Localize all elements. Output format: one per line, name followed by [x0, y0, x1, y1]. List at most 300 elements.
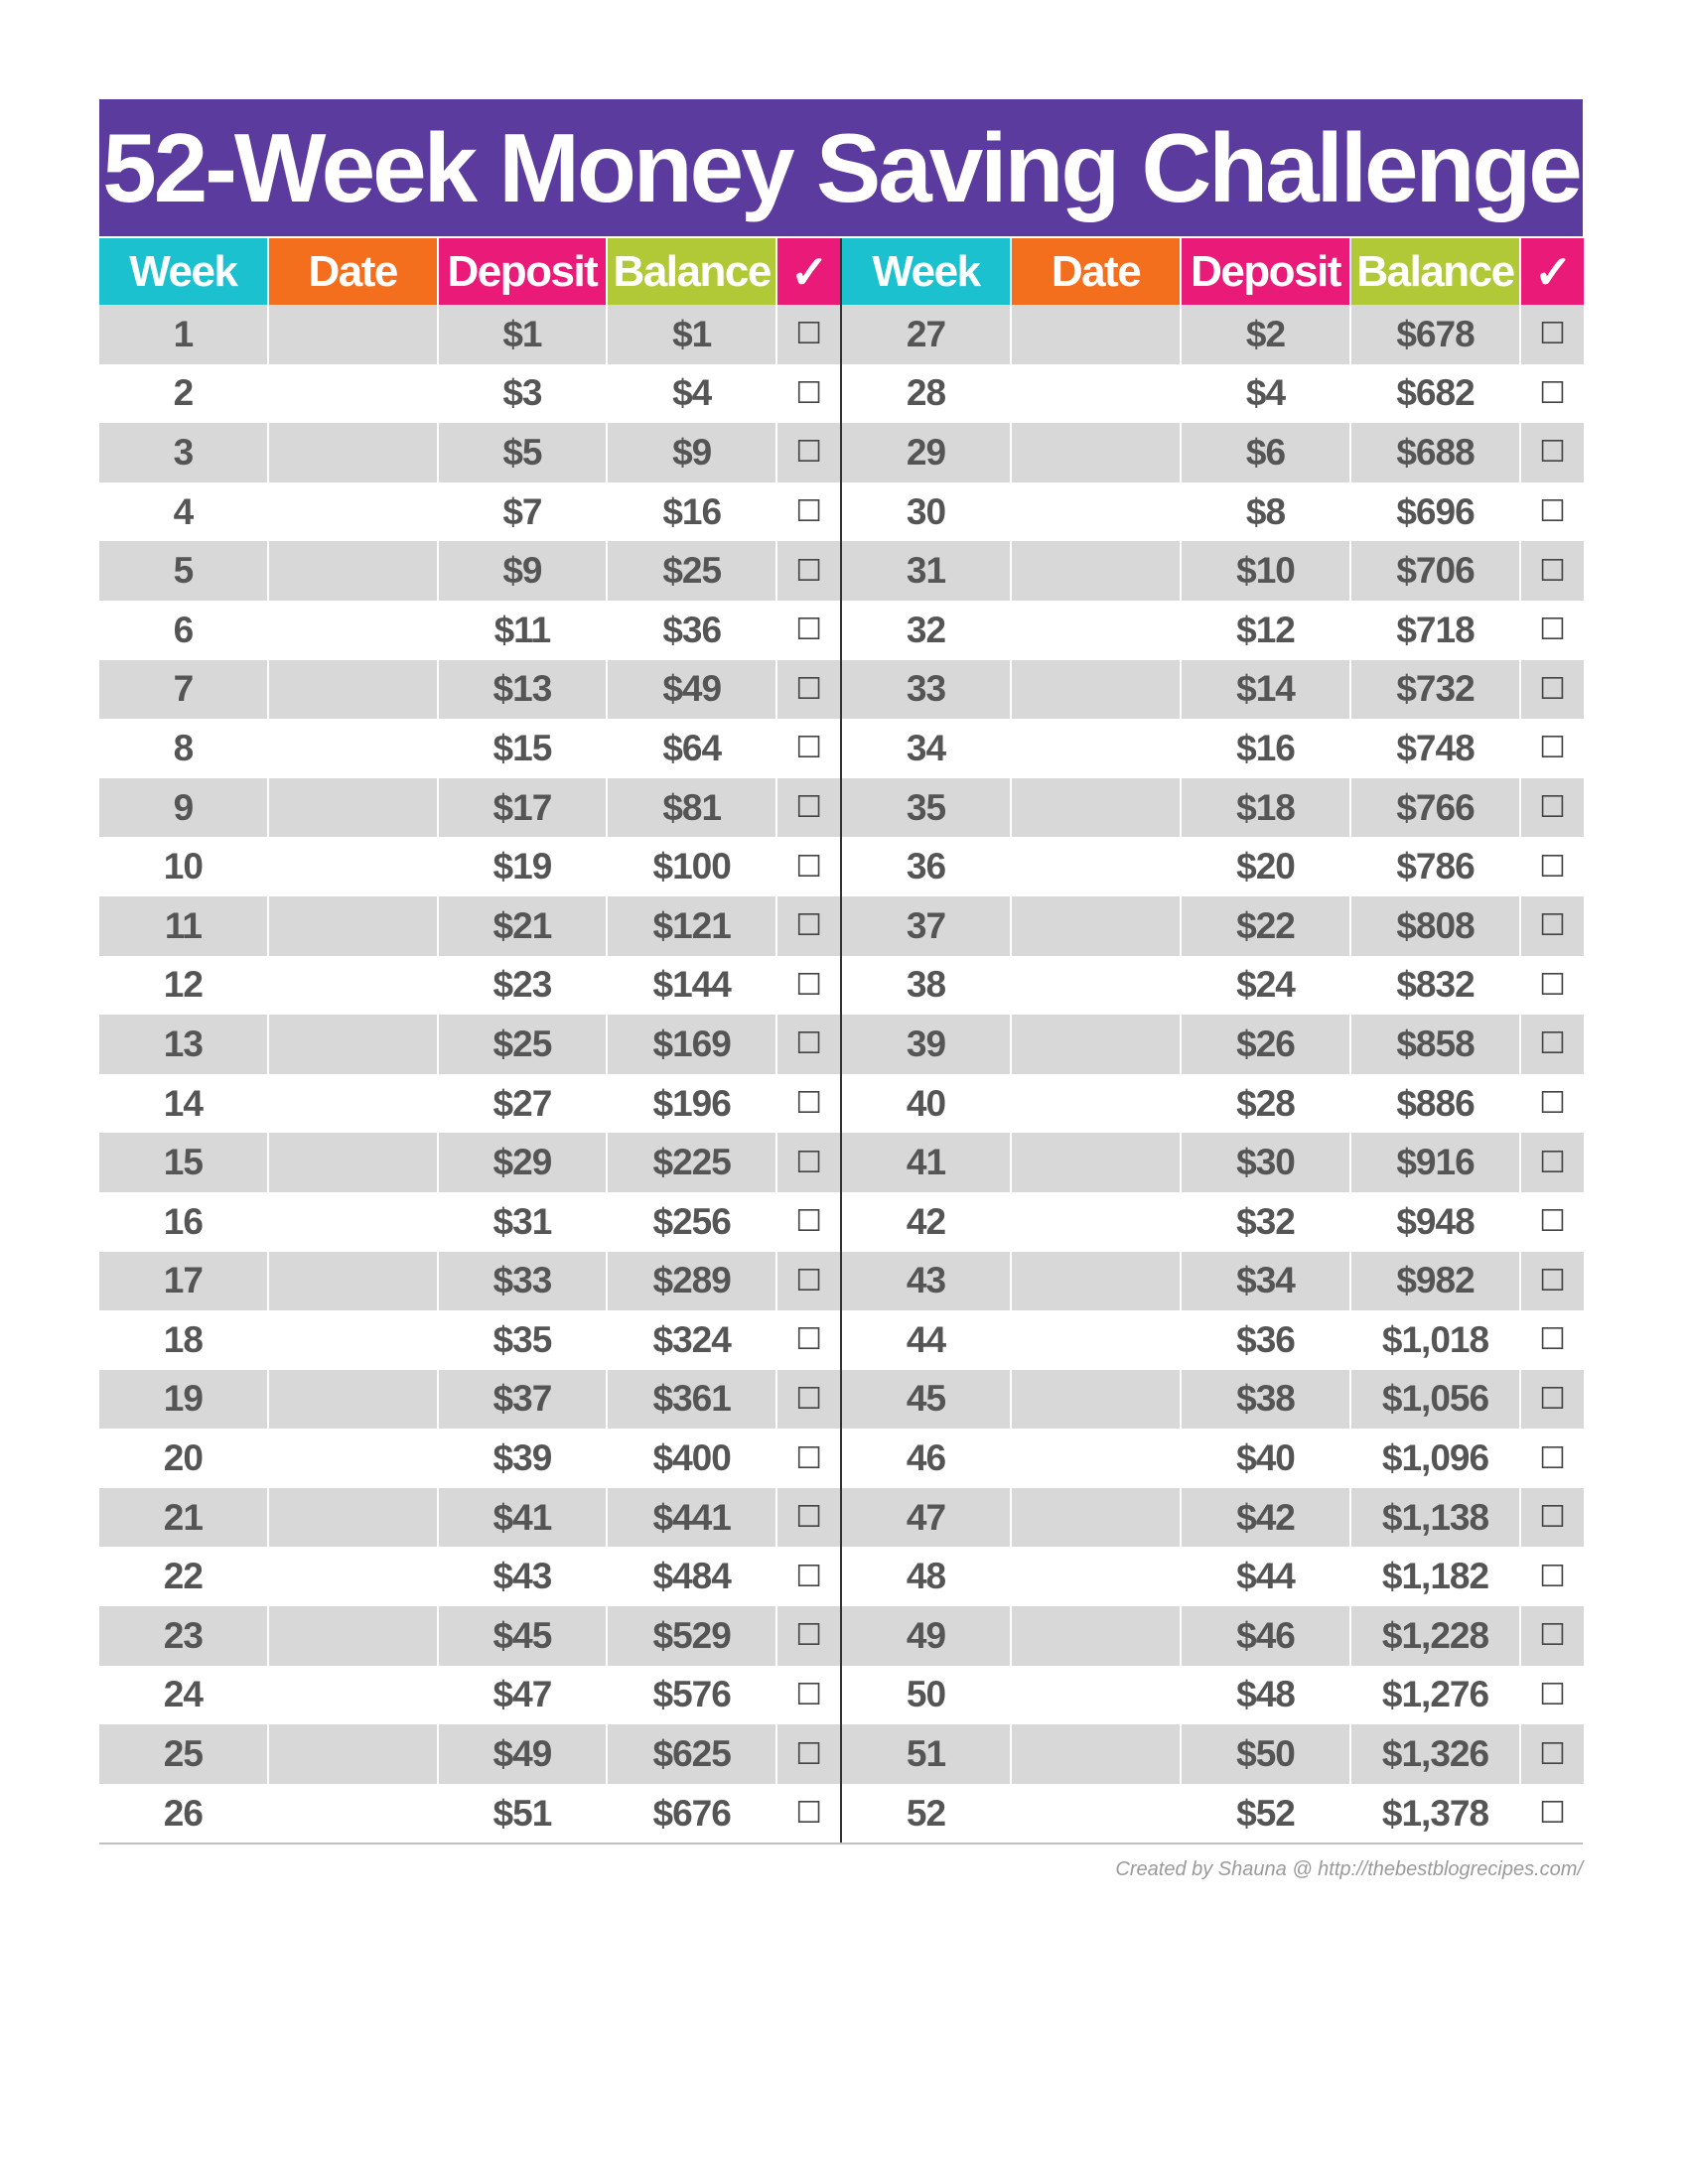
date-cell[interactable]	[1012, 305, 1182, 364]
balance-cell: $696	[1351, 482, 1521, 542]
week-cell: 11	[99, 896, 269, 956]
week-cell: 37	[842, 896, 1012, 956]
table-row	[99, 719, 840, 778]
balance-cell: $748	[1351, 719, 1521, 778]
table-row	[842, 1252, 1584, 1311]
checkbox-icon[interactable]: ☐	[1521, 660, 1584, 720]
checkbox-icon[interactable]: ☐	[1539, 731, 1566, 766]
date-cell[interactable]	[269, 837, 439, 896]
deposit-cell: $30	[1182, 1133, 1351, 1192]
table-row	[842, 423, 1584, 482]
deposit-cell: $19	[439, 837, 609, 896]
deposit-cell: $52	[1182, 1784, 1351, 1843]
deposit-cell: $32	[1182, 1192, 1351, 1252]
balance-cell: $256	[608, 1192, 777, 1252]
week-cell: 26	[99, 1784, 269, 1843]
page-title: 52-Week Money Saving Challenge	[99, 99, 1583, 236]
week-cell: 3	[99, 423, 269, 482]
footer-credit: Created by Shauna @ http://thebestblogrecipes.com/	[1115, 1858, 1583, 1880]
date-cell[interactable]	[1012, 778, 1182, 838]
deposit-cell: $37	[439, 1370, 609, 1430]
date-cell[interactable]	[1012, 1310, 1182, 1370]
savings-table	[99, 238, 1583, 1844]
balance-cell: $25	[608, 541, 777, 601]
checkbox-icon[interactable]: ☐	[1539, 1559, 1566, 1594]
table-header-right	[842, 238, 1584, 305]
date-cell[interactable]	[269, 1666, 439, 1725]
deposit-cell: $29	[439, 1133, 609, 1192]
balance-cell: $1,276	[1351, 1666, 1521, 1725]
week-cell: 50	[842, 1666, 1012, 1725]
balance-cell: $832	[1351, 956, 1521, 1016]
deposit-cell: $2	[1182, 305, 1351, 364]
checkbox-icon[interactable]: ☐	[777, 1488, 840, 1548]
table-row	[99, 1310, 840, 1370]
table-row	[842, 364, 1584, 424]
checkbox-icon[interactable]: ☐	[777, 896, 840, 956]
deposit-cell: $8	[1182, 482, 1351, 542]
checkbox-icon[interactable]: ☐	[1539, 1440, 1566, 1476]
balance-cell: $886	[1351, 1074, 1521, 1134]
deposit-cell: $48	[1182, 1666, 1351, 1725]
table-header-left	[99, 238, 840, 305]
checkbox-icon[interactable]: ☐	[795, 1322, 822, 1358]
table-half-left	[99, 238, 842, 1843]
date-cell[interactable]	[269, 1074, 439, 1134]
date-cell[interactable]	[1012, 660, 1182, 720]
balance-cell: $441	[608, 1488, 777, 1548]
week-cell: 24	[99, 1666, 269, 1725]
deposit-cell: $21	[439, 896, 609, 956]
table-row	[99, 1666, 840, 1725]
deposit-cell: $1	[439, 305, 609, 364]
checkbox-icon[interactable]: ☐	[795, 1677, 822, 1712]
table-row	[842, 1310, 1584, 1370]
table-row	[842, 1724, 1584, 1784]
date-cell[interactable]	[1012, 482, 1182, 542]
checkbox-icon[interactable]: ☐	[777, 423, 840, 482]
deposit-cell: $35	[439, 1310, 609, 1370]
balance-cell: $400	[608, 1429, 777, 1488]
checkbox-icon[interactable]: ☐	[1539, 967, 1566, 1003]
checkbox-icon[interactable]: ☐	[795, 613, 822, 648]
balance-cell: $49	[608, 660, 777, 720]
deposit-cell: $11	[439, 601, 609, 660]
week-cell: 25	[99, 1724, 269, 1784]
deposit-cell: $40	[1182, 1429, 1351, 1488]
deposit-cell: $12	[1182, 601, 1351, 660]
date-cell[interactable]	[269, 423, 439, 482]
date-cell[interactable]	[269, 1488, 439, 1548]
balance-cell: $948	[1351, 1192, 1521, 1252]
balance-cell: $289	[608, 1252, 777, 1311]
balance-cell: $682	[1351, 364, 1521, 424]
checkbox-icon[interactable]: ☐	[1539, 1796, 1566, 1832]
date-cell[interactable]	[269, 1015, 439, 1074]
date-cell[interactable]	[269, 364, 439, 424]
date-cell[interactable]	[269, 1310, 439, 1370]
deposit-cell: $36	[1182, 1310, 1351, 1370]
checkbox-icon[interactable]: ☐	[1521, 423, 1584, 482]
table-row	[99, 956, 840, 1016]
deposit-cell: $26	[1182, 1015, 1351, 1074]
week-cell: 33	[842, 660, 1012, 720]
checkbox-icon[interactable]: ☐	[777, 660, 840, 720]
checkbox-icon[interactable]: ☐	[1521, 1252, 1584, 1311]
checkbox-icon[interactable]: ☐	[1539, 849, 1566, 885]
balance-cell: $676	[608, 1784, 777, 1843]
week-cell: 8	[99, 719, 269, 778]
checkbox-icon[interactable]: ☐	[1539, 1204, 1566, 1240]
week-cell: 20	[99, 1429, 269, 1488]
checkbox-icon[interactable]: ☐	[795, 849, 822, 885]
table-row	[99, 778, 840, 838]
date-cell[interactable]	[269, 482, 439, 542]
checkbox-icon[interactable]: ☐	[777, 305, 840, 364]
deposit-cell: $4	[1182, 364, 1351, 424]
checkbox-icon[interactable]: ☐	[795, 1204, 822, 1240]
table-row	[99, 305, 840, 364]
deposit-cell: $18	[1182, 778, 1351, 838]
checkbox-icon[interactable]: ☐	[777, 1015, 840, 1074]
balance-cell: $16	[608, 482, 777, 542]
deposit-cell: $5	[439, 423, 609, 482]
week-cell: 46	[842, 1429, 1012, 1488]
checkbox-icon[interactable]: ☐	[795, 731, 822, 766]
table-row	[99, 896, 840, 956]
date-cell[interactable]	[1012, 1370, 1182, 1430]
checkbox-icon[interactable]: ☐	[1521, 896, 1584, 956]
table-body-left	[99, 305, 840, 1843]
deposit-cell: $28	[1182, 1074, 1351, 1134]
checkbox-icon[interactable]: ☐	[777, 1252, 840, 1311]
date-cell[interactable]	[269, 956, 439, 1016]
table-row	[842, 1370, 1584, 1430]
balance-cell: $982	[1351, 1252, 1521, 1311]
checkbox-icon[interactable]: ☐	[777, 778, 840, 838]
week-cell: 42	[842, 1192, 1012, 1252]
checkbox-icon[interactable]: ☐	[777, 1370, 840, 1430]
table-row	[842, 1784, 1584, 1843]
table-row	[842, 1488, 1584, 1548]
checkbox-icon[interactable]: ☐	[795, 1440, 822, 1476]
week-cell: 39	[842, 1015, 1012, 1074]
date-cell[interactable]	[1012, 1488, 1182, 1548]
deposit-cell: $14	[1182, 660, 1351, 720]
week-cell: 4	[99, 482, 269, 542]
date-cell[interactable]	[1012, 837, 1182, 896]
deposit-cell: $10	[1182, 541, 1351, 601]
deposit-cell: $44	[1182, 1547, 1351, 1606]
checkbox-icon[interactable]: ☐	[1539, 613, 1566, 648]
checkbox-icon[interactable]: ☐	[1521, 1724, 1584, 1784]
balance-cell: $225	[608, 1133, 777, 1192]
balance-cell: $64	[608, 719, 777, 778]
table-row	[99, 1488, 840, 1548]
week-cell: 34	[842, 719, 1012, 778]
week-cell: 40	[842, 1074, 1012, 1134]
week-cell: 13	[99, 1015, 269, 1074]
date-cell[interactable]	[1012, 1547, 1182, 1606]
week-cell: 18	[99, 1310, 269, 1370]
checkbox-icon[interactable]: ☐	[777, 1133, 840, 1192]
date-cell[interactable]	[269, 1370, 439, 1430]
deposit-cell: $49	[439, 1724, 609, 1784]
table-row	[842, 1606, 1584, 1666]
week-cell: 41	[842, 1133, 1012, 1192]
deposit-cell: $13	[439, 660, 609, 720]
date-cell[interactable]	[269, 896, 439, 956]
week-cell: 14	[99, 1074, 269, 1134]
table-row	[99, 1015, 840, 1074]
date-cell[interactable]	[1012, 896, 1182, 956]
checkbox-icon[interactable]: ☐	[1539, 1677, 1566, 1712]
balance-cell: $324	[608, 1310, 777, 1370]
balance-cell: $81	[608, 778, 777, 838]
balance-cell: $718	[1351, 601, 1521, 660]
balance-cell: $786	[1351, 837, 1521, 896]
date-cell[interactable]	[1012, 719, 1182, 778]
date-cell[interactable]	[269, 1133, 439, 1192]
checkbox-icon[interactable]: ☐	[777, 1606, 840, 1666]
date-cell[interactable]	[1012, 1784, 1182, 1843]
balance-cell: $1,096	[1351, 1429, 1521, 1488]
date-cell[interactable]	[1012, 1724, 1182, 1784]
balance-cell: $484	[608, 1547, 777, 1606]
deposit-cell: $27	[439, 1074, 609, 1134]
checkbox-icon[interactable]: ☐	[795, 1796, 822, 1832]
table-row	[99, 482, 840, 542]
balance-cell: $36	[608, 601, 777, 660]
date-cell[interactable]	[1012, 1015, 1182, 1074]
table-row	[842, 1015, 1584, 1074]
header-date: Date	[269, 238, 439, 305]
deposit-cell: $23	[439, 956, 609, 1016]
date-cell[interactable]	[1012, 541, 1182, 601]
table-row	[842, 1666, 1584, 1725]
table-row	[842, 660, 1584, 720]
deposit-cell: $3	[439, 364, 609, 424]
table-body-right	[842, 305, 1584, 1843]
date-cell[interactable]	[269, 778, 439, 838]
date-cell[interactable]	[1012, 1252, 1182, 1311]
week-cell: 45	[842, 1370, 1012, 1430]
checkbox-icon[interactable]: ☐	[777, 1724, 840, 1784]
deposit-cell: $25	[439, 1015, 609, 1074]
deposit-cell: $41	[439, 1488, 609, 1548]
checkbox-icon[interactable]: ☐	[795, 1559, 822, 1594]
date-cell[interactable]	[269, 1429, 439, 1488]
table-row	[842, 601, 1584, 660]
header-week: Week	[99, 238, 269, 305]
balance-cell: $1,326	[1351, 1724, 1521, 1784]
week-cell: 10	[99, 837, 269, 896]
date-cell[interactable]	[1012, 601, 1182, 660]
table-half-right	[842, 238, 1584, 1843]
date-cell[interactable]	[1012, 364, 1182, 424]
table-row	[99, 1547, 840, 1606]
table-row	[842, 482, 1584, 542]
header-balance: Balance	[608, 238, 777, 305]
week-cell: 28	[842, 364, 1012, 424]
week-cell: 38	[842, 956, 1012, 1016]
table-row	[99, 1370, 840, 1430]
date-cell[interactable]	[269, 1724, 439, 1784]
balance-cell: $732	[1351, 660, 1521, 720]
checkbox-icon[interactable]: ☐	[1521, 1370, 1584, 1430]
checkbox-icon[interactable]: ☐	[1521, 778, 1584, 838]
table-row	[99, 1133, 840, 1192]
date-cell[interactable]	[269, 719, 439, 778]
week-cell: 19	[99, 1370, 269, 1430]
table-row	[99, 423, 840, 482]
table-row	[842, 1133, 1584, 1192]
table-row	[842, 896, 1584, 956]
week-cell: 31	[842, 541, 1012, 601]
checkbox-icon[interactable]: ☐	[1539, 375, 1566, 411]
balance-cell: $1,228	[1351, 1606, 1521, 1666]
date-cell[interactable]	[1012, 1074, 1182, 1134]
date-cell[interactable]	[269, 1192, 439, 1252]
week-cell: 22	[99, 1547, 269, 1606]
header-deposit: Deposit	[1182, 238, 1351, 305]
balance-cell: $1,018	[1351, 1310, 1521, 1370]
date-cell[interactable]	[269, 660, 439, 720]
deposit-cell: $31	[439, 1192, 609, 1252]
week-cell: 2	[99, 364, 269, 424]
week-cell: 44	[842, 1310, 1012, 1370]
date-cell[interactable]	[269, 1252, 439, 1311]
balance-cell: $100	[608, 837, 777, 896]
table-row	[842, 541, 1584, 601]
date-cell[interactable]	[269, 1784, 439, 1843]
table-row	[842, 1192, 1584, 1252]
deposit-cell: $16	[1182, 719, 1351, 778]
week-cell: 16	[99, 1192, 269, 1252]
header-check-icon: ✓	[1521, 238, 1584, 305]
deposit-cell: $38	[1182, 1370, 1351, 1430]
table-row	[99, 1074, 840, 1134]
checkbox-icon[interactable]: ☐	[795, 1086, 822, 1122]
deposit-cell: $43	[439, 1547, 609, 1606]
deposit-cell: $47	[439, 1666, 609, 1725]
balance-cell: $808	[1351, 896, 1521, 956]
table-row	[99, 541, 840, 601]
week-cell: 30	[842, 482, 1012, 542]
balance-cell: $766	[1351, 778, 1521, 838]
balance-cell: $916	[1351, 1133, 1521, 1192]
table-row	[842, 1429, 1584, 1488]
date-cell[interactable]	[1012, 1192, 1182, 1252]
deposit-cell: $7	[439, 482, 609, 542]
date-cell[interactable]	[1012, 956, 1182, 1016]
balance-cell: $1,138	[1351, 1488, 1521, 1548]
week-cell: 36	[842, 837, 1012, 896]
balance-cell: $1,182	[1351, 1547, 1521, 1606]
checkbox-icon[interactable]: ☐	[1521, 1606, 1584, 1666]
week-cell: 52	[842, 1784, 1012, 1843]
balance-cell: $688	[1351, 423, 1521, 482]
table-row	[99, 837, 840, 896]
date-cell[interactable]	[269, 541, 439, 601]
week-cell: 21	[99, 1488, 269, 1548]
date-cell[interactable]	[269, 305, 439, 364]
date-cell[interactable]	[1012, 1606, 1182, 1666]
deposit-cell: $6	[1182, 423, 1351, 482]
date-cell[interactable]	[269, 1606, 439, 1666]
table-row	[99, 364, 840, 424]
checkbox-icon[interactable]: ☐	[795, 967, 822, 1003]
week-cell: 15	[99, 1133, 269, 1192]
checkbox-icon[interactable]: ☐	[795, 375, 822, 411]
deposit-cell: $33	[439, 1252, 609, 1311]
week-cell: 32	[842, 601, 1012, 660]
balance-cell: $625	[608, 1724, 777, 1784]
deposit-cell: $9	[439, 541, 609, 601]
checkbox-icon[interactable]: ☐	[1539, 1322, 1566, 1358]
balance-cell: $1	[608, 305, 777, 364]
balance-cell: $196	[608, 1074, 777, 1134]
table-row	[99, 1429, 840, 1488]
header-check-icon: ✓	[777, 238, 840, 305]
deposit-cell: $17	[439, 778, 609, 838]
balance-cell: $121	[608, 896, 777, 956]
checkbox-icon[interactable]: ☐	[1539, 1086, 1566, 1122]
week-cell: 17	[99, 1252, 269, 1311]
header-date: Date	[1012, 238, 1182, 305]
deposit-cell: $39	[439, 1429, 609, 1488]
week-cell: 51	[842, 1724, 1012, 1784]
checkbox-icon[interactable]: ☐	[1521, 1015, 1584, 1074]
checkbox-icon[interactable]: ☐	[1521, 1488, 1584, 1548]
checkbox-icon[interactable]: ☐	[1521, 541, 1584, 601]
savings-sheet	[99, 99, 1583, 1844]
week-cell: 5	[99, 541, 269, 601]
balance-cell: $169	[608, 1015, 777, 1074]
week-cell: 47	[842, 1488, 1012, 1548]
table-row	[842, 837, 1584, 896]
checkbox-icon[interactable]: ☐	[795, 494, 822, 530]
table-row	[842, 305, 1584, 364]
week-cell: 6	[99, 601, 269, 660]
date-cell[interactable]	[1012, 423, 1182, 482]
date-cell[interactable]	[1012, 1429, 1182, 1488]
deposit-cell: $45	[439, 1606, 609, 1666]
header-week: Week	[842, 238, 1012, 305]
balance-cell: $1,056	[1351, 1370, 1521, 1430]
week-cell: 35	[842, 778, 1012, 838]
table-row	[842, 956, 1584, 1016]
deposit-cell: $51	[439, 1784, 609, 1843]
balance-cell: $144	[608, 956, 777, 1016]
week-cell: 23	[99, 1606, 269, 1666]
week-cell: 48	[842, 1547, 1012, 1606]
deposit-cell: $24	[1182, 956, 1351, 1016]
week-cell: 1	[99, 305, 269, 364]
date-cell[interactable]	[269, 1547, 439, 1606]
week-cell: 12	[99, 956, 269, 1016]
week-cell: 49	[842, 1606, 1012, 1666]
deposit-cell: $50	[1182, 1724, 1351, 1784]
checkbox-icon[interactable]: ☐	[1521, 305, 1584, 364]
date-cell[interactable]	[1012, 1666, 1182, 1725]
balance-cell: $4	[608, 364, 777, 424]
date-cell[interactable]	[1012, 1133, 1182, 1192]
checkbox-icon[interactable]: ☐	[777, 541, 840, 601]
date-cell[interactable]	[269, 601, 439, 660]
checkbox-icon[interactable]: ☐	[1539, 494, 1566, 530]
checkbox-icon[interactable]: ☐	[1521, 1133, 1584, 1192]
